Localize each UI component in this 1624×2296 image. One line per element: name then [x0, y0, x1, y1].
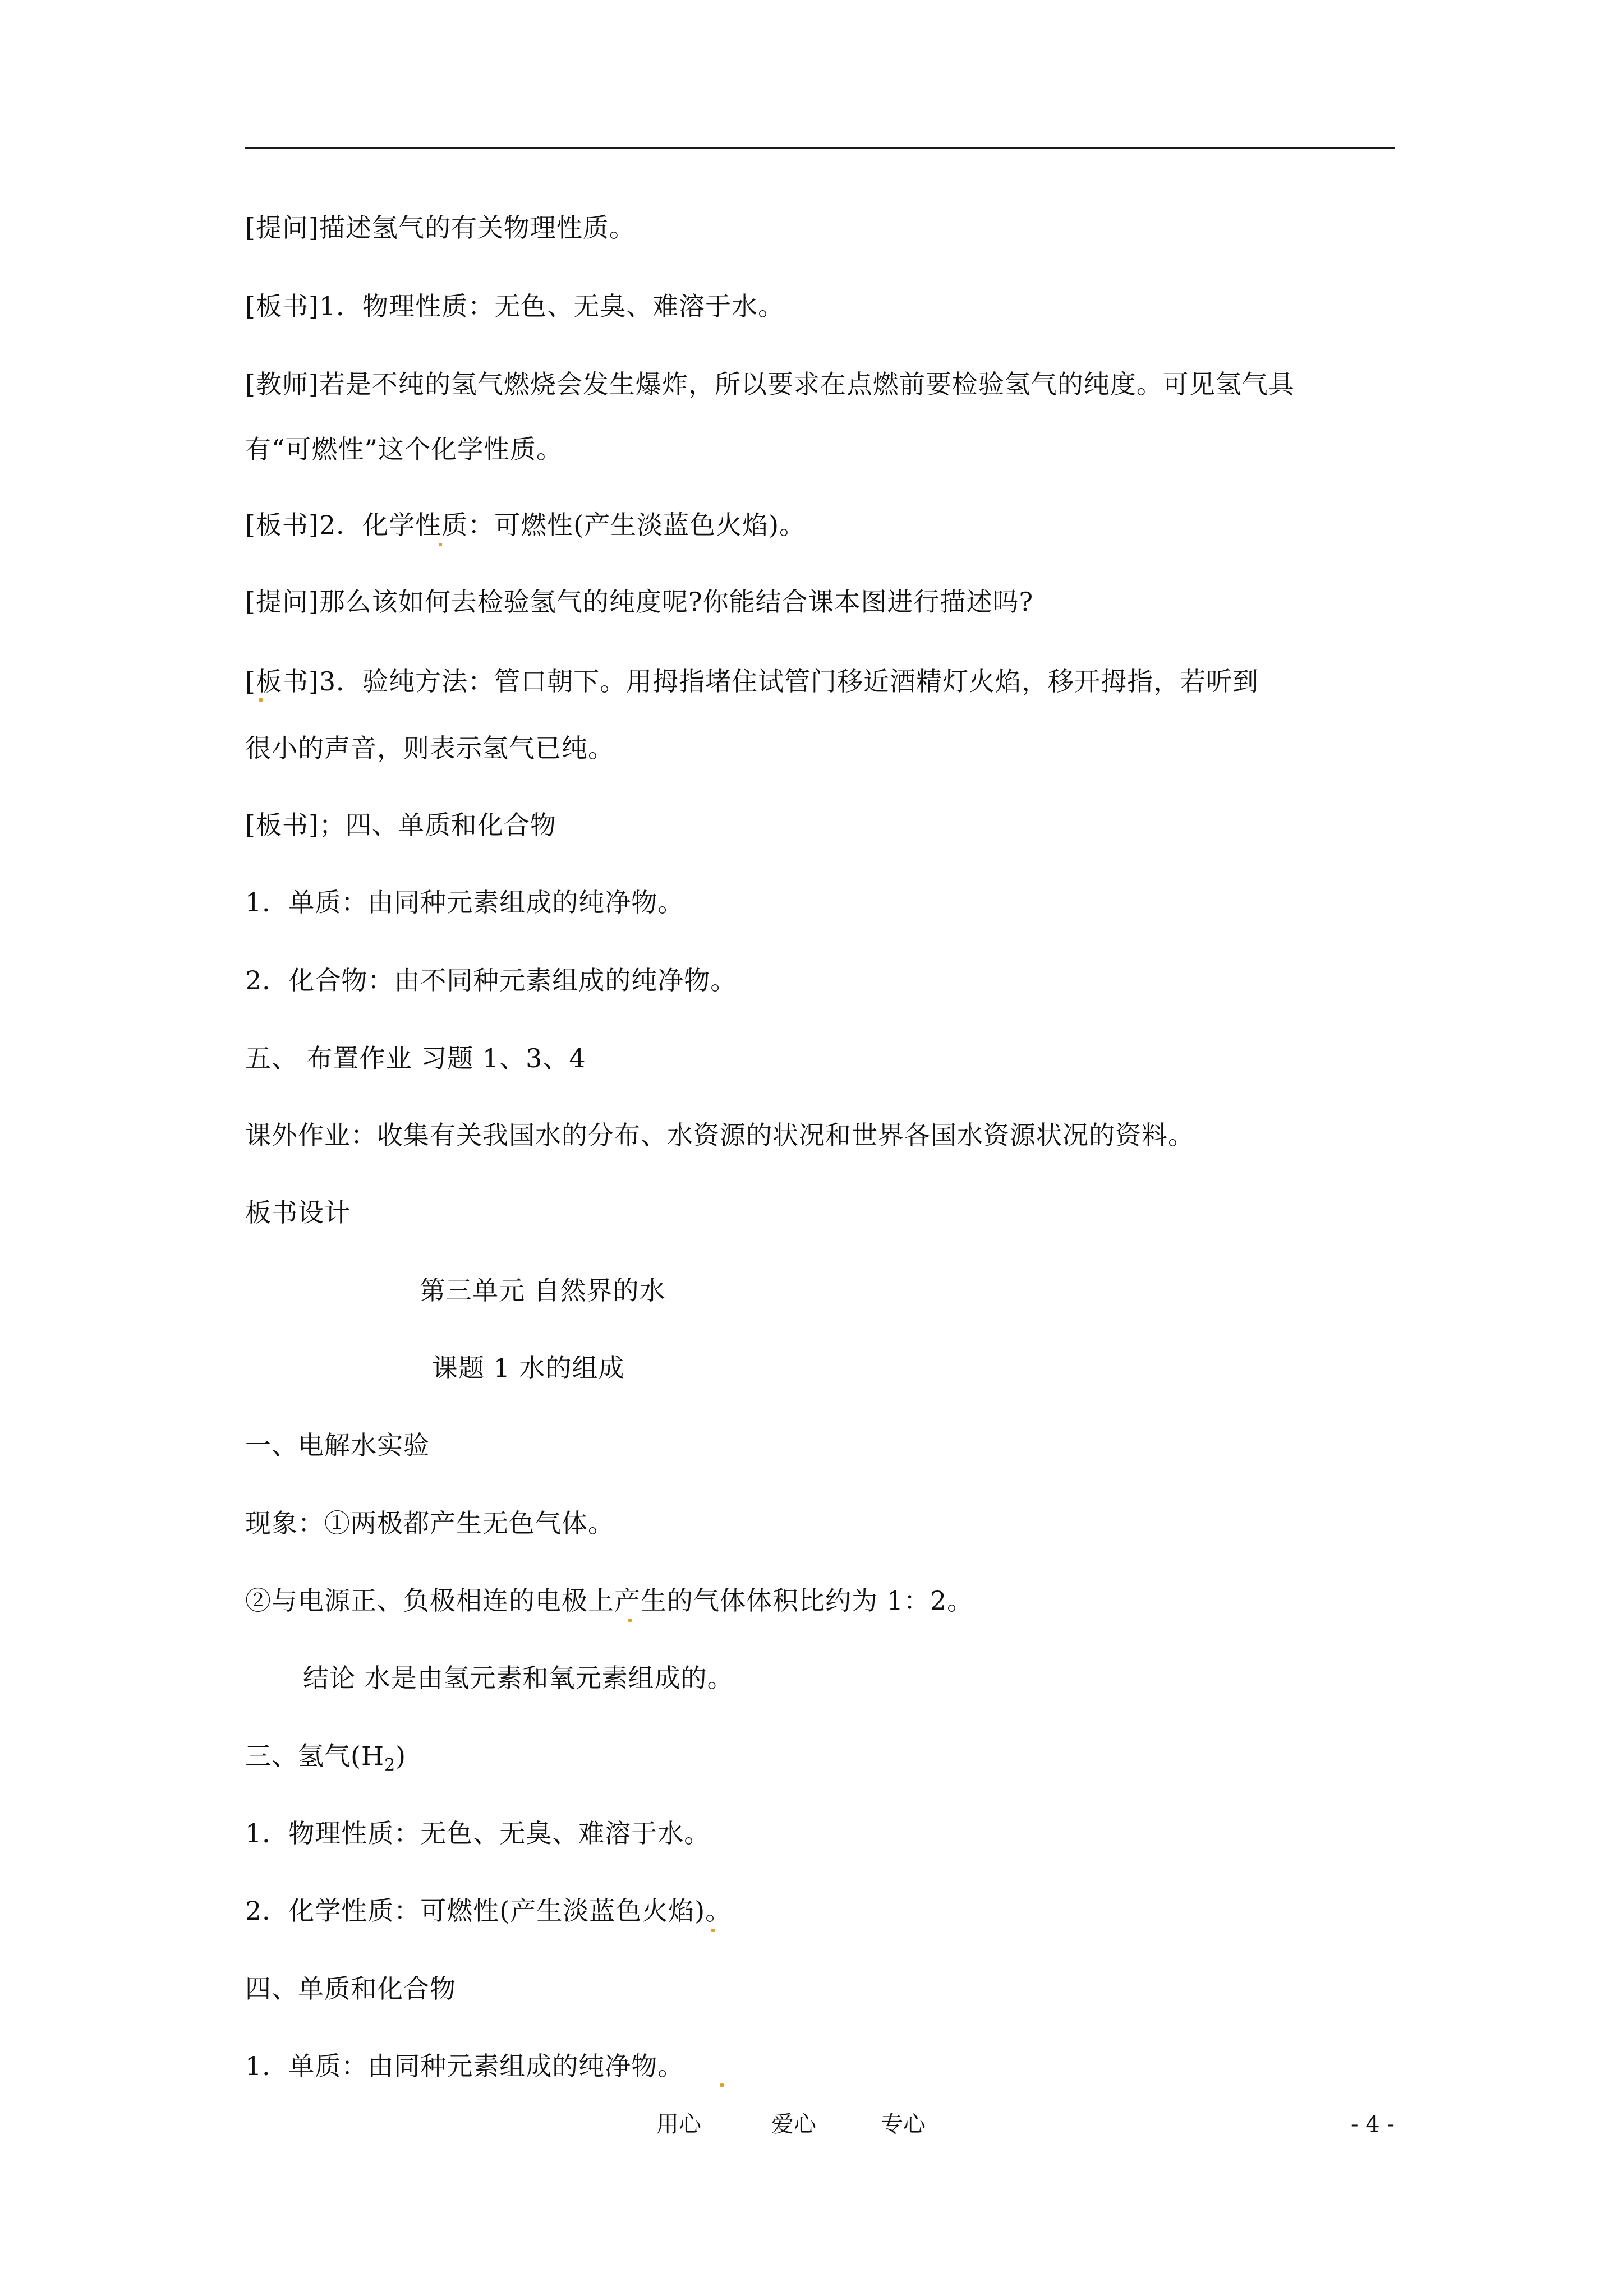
highlight-dot [720, 2083, 724, 2087]
text-line-question-1: [提问]描述氢气的有关物理性质。 [245, 213, 636, 243]
text-line-board-2: [板书]2．化学性质：可燃性(产生淡蓝色火焰)。 [245, 510, 806, 540]
text-line-section-1: 一、电解水实验 [245, 1430, 430, 1460]
highlight-dot [439, 543, 442, 546]
section-3-close: ) [395, 1741, 407, 1771]
text-line-compound-def: 2．化合物：由不同种元素组成的纯净物。 [245, 965, 737, 995]
text-line-board-3a: [板书]3．验纯方法：管口朝下。用拇指堵住试管门移近酒精灯火焰，移开拇指，若听到 [245, 666, 1259, 697]
footer-motto-2: 爱心 [771, 2111, 816, 2137]
text-line-conclusion: 结论 水是由氢元素和氧元素组成的。 [303, 1663, 734, 1693]
text-line-physical-props: 1．物理性质：无色、无臭、难溶于水。 [245, 1818, 711, 1848]
highlight-dot [711, 1929, 715, 1932]
text-line-teacher-2: 有“可燃性”这个化学性质。 [245, 434, 563, 464]
text-line-teacher-1: [教师]若是不纯的氢气燃烧会发生爆炸，所以要求在点燃前要检验氢气的纯度。可见氢气具 [245, 369, 1295, 399]
text-line-phenomenon-2: ②与电源正、负极相连的电极上产生的气体体积比约为 1：2。 [245, 1585, 974, 1616]
text-line-board-1: [板书]1．物理性质：无色、无臭、难溶于水。 [245, 291, 785, 321]
section-3-text: 三、氢气(H [245, 1741, 385, 1771]
highlight-dot [259, 698, 263, 702]
section-3-subscript: 2 [384, 1755, 396, 1775]
text-line-board-3b: 很小的声音，则表示氢气已纯。 [245, 733, 614, 763]
text-line-phenomenon-1: 现象：①两极都产生无色气体。 [245, 1508, 614, 1538]
header-rule [245, 147, 1395, 149]
page-number: - 4 - [1351, 2111, 1395, 2137]
text-line-extra-homework: 课外作业：收集有关我国水的分布、水资源的状况和世界各国水资源状况的资料。 [245, 1120, 1194, 1150]
highlight-dot [628, 1619, 632, 1622]
text-line-section-4: 四、单质和化合物 [245, 1974, 456, 2004]
text-line-section-3 [245, 1740, 406, 1781]
text-line-chemical-props: 2．化学性质：可燃性(产生淡蓝色火焰)。 [245, 1896, 732, 1926]
text-line-board-design: 板书设计 [245, 1197, 351, 1228]
footer-motto-1: 用心 [656, 2111, 701, 2137]
text-line-element-def: 1．单质：由同种元素组成的纯净物。 [245, 887, 684, 918]
text-line-unit-title: 第三单元 自然界的水 [420, 1275, 666, 1306]
text-line-homework: 五、 布置作业 习题 1、3、4 [245, 1043, 586, 1073]
text-line-question-2: [提问]那么该如何去检验氢气的纯度呢?你能结合课本图进行描述吗? [245, 587, 1034, 617]
text-line-board-4: [板书]；四、单质和化合物 [245, 810, 556, 840]
footer-motto-3: 专心 [881, 2111, 926, 2137]
text-line-lesson-title: 课题 1 水的组成 [432, 1353, 625, 1383]
text-line-element-def-2: 1．单质：由同种元素组成的纯净物。 [245, 2051, 684, 2081]
